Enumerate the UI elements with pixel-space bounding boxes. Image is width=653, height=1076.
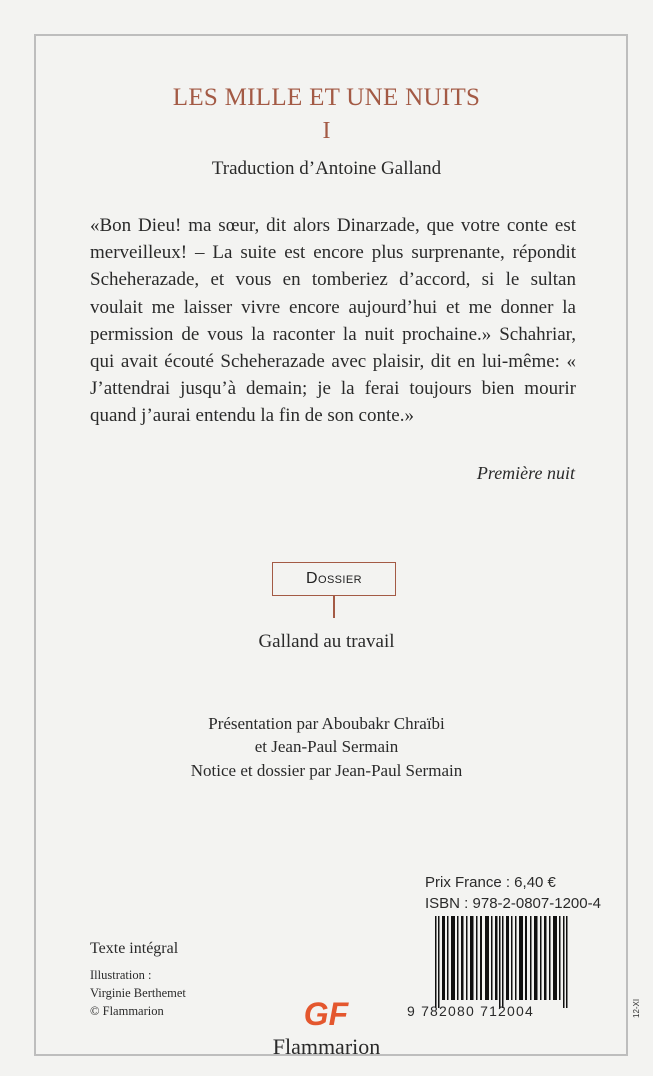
notice-credit: Notice et dossier par Jean-Paul Sermain [190,761,463,780]
price-label: Prix France : 6,40 € [425,874,556,891]
copyright-line: © Flammarion [90,1004,164,1018]
presentation-line-1: Présentation par Aboubakr Chraïbi [208,714,445,733]
book-title: LES MILLE ET UNE NUITS [172,84,481,111]
illustrator-name: Virginie Berthemet [90,986,186,1000]
gf-logo-text: GF [303,996,349,1030]
publisher-name: Flammarion [272,1034,381,1059]
print-code: 12-XI [632,998,641,1018]
dossier-connector [333,596,335,618]
presentation-credit [0,712,653,758]
excerpt-source: Première nuit [476,463,575,483]
dossier-badge [272,562,396,596]
barcode-bars [435,916,570,1008]
illustration-credits [90,966,186,1020]
excerpt-text: «Bon Dieu! ma sœur, dit alors Dinarzade, que votre conte est merveilleux! – La suite est encore plus surprenante, répondit Scheherazade, et vous en tomberiez d’accord, si le sultan voulait me laisser vivre encore aujourd’hui et me donner la permission de vous la raconter la nuit prochaine.» Schahriar, qui avait écouté Scheherazade avec plaisir, dit en lui-même: « J’attendrai jusqu’à demain; je la ferai toujours bien mourir quand j’aurai entendu la fin de son conte.» [90,215,576,427]
gf-logo [296,996,356,1030]
dossier-title: Galland au travail [258,631,395,652]
barcode [423,916,570,1002]
texte-integral-label: Texte intégral [90,940,179,957]
barcode-digits: 9 782080 712004 [407,1003,534,1019]
translator-credit: Traduction d’Antoine Galland [211,158,442,179]
dossier-label: Dossier [306,570,362,587]
illustration-label: Illustration : [90,968,152,982]
volume-number: I [322,118,331,144]
isbn-label: ISBN : 978-2-0807-1200-4 [425,895,601,912]
presentation-line-2: et Jean-Paul Sermain [254,737,399,756]
